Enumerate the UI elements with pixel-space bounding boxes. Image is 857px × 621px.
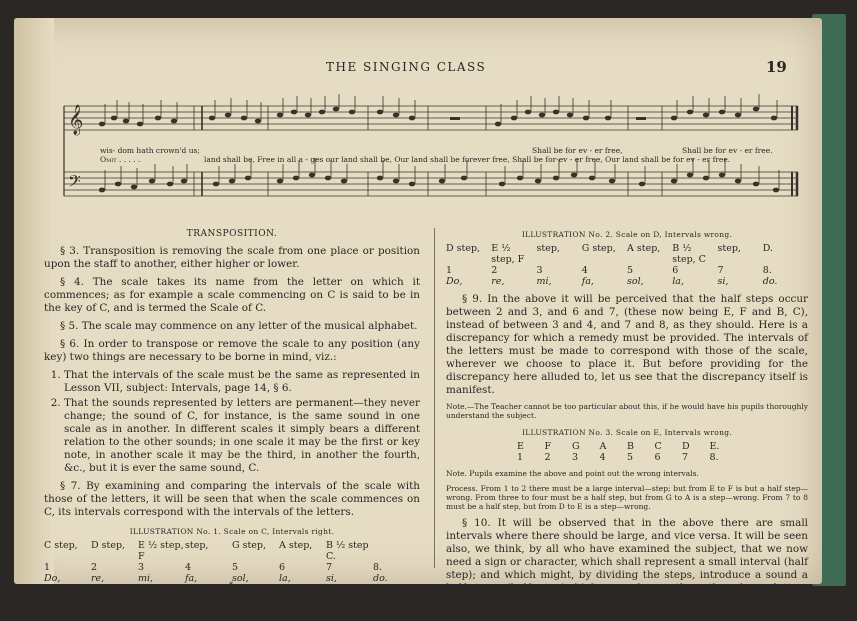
paragraph-4: § 4. The scale takes its name from the letter on which it commences; as for example a scale commencing on C is said to be in the key of C, and is termed the Scale of C. [44,276,420,314]
ill1-letter: G step, [232,540,267,551]
ill1-letter: E ½ step, F [138,540,184,562]
ill2-number: 2 [491,265,498,276]
illustration-2-title: ILLUSTRATION No. 2. Scale on D, Intervals wrong. [521,230,733,239]
page-number: 19 [766,58,787,76]
ill1-syllable: fa, [185,573,198,584]
ill2-letter: D. [762,243,774,254]
ill2-syllable: re, [491,276,505,287]
lyric-line-1b: Shall be for ev - er free, [532,146,623,155]
ill1-syllable: Do, [44,573,61,584]
ill2-number: 6 [672,265,679,276]
lyric-line-1c: Shall be for ev - er free. [682,146,773,155]
ill2-number: 5 [627,265,634,276]
ill1-letter: C step, [44,540,78,551]
ill2-syllable: Do, [446,276,463,287]
ill1-syllable: do. [373,573,388,584]
running-head: THE SINGING CLASS [326,60,487,74]
paragraph-7: § 7. By examining and comparing the intervals of the scale with those of the letters, it will be seen that when the scale commences on C, its intervals correspond with the intervals of the letters. [44,480,420,518]
ill1-letter: B ½ step C. [326,540,369,562]
svg-text:𝄢: 𝄢 [68,171,81,195]
ill2-syllable: la, [672,276,684,287]
ill1-syllable: re, [91,573,105,584]
ill2-letter: step, [717,243,741,254]
illustration-1-table [44,540,420,584]
illustration-3-table [517,441,737,463]
ill2-syllable: mi, [536,276,552,287]
paragraph-6: § 6. In order to transpose or remove the scale to any position (any key) two things are necessary to be borne in mind, viz.: [44,338,420,363]
ill1-number: 2 [91,562,98,573]
ill3-number: 5 [627,452,634,463]
svg-text:𝄞: 𝄞 [68,105,84,135]
ill1-letter: A step, [279,540,313,551]
ill1-number: 1 [44,562,51,573]
ill3-letter: G [572,441,580,452]
ill3-number: 6 [654,452,661,463]
ill3-number: 8. [709,452,719,463]
ill2-letter: G step, [581,243,616,254]
ill2-syllable: sol, [627,276,644,287]
rules-list [44,369,420,475]
footer-mark: * [229,581,233,590]
ill1-number: 4 [185,562,192,573]
lyric-line-1: wis- dom hath crown'd us; [100,146,200,155]
rule-2: 2. That the sounds represented by letters are permanent—they never change; the sound of C, for instance, is the same sound in one scale as in another. In different scales it simply bears a different relation to the other sounds; in one scale it may be the first or key note, in another scale it may be the third, in another the fourth, &c., but it is ever the same sound, C. [64,397,420,475]
ill2-letter: A step, [627,243,661,254]
process-note: Process. From 1 to 2 there must be a large interval—step; but from E to F is but a half step—wrong. From three to four must be a half step, but from G to A is a step—wrong. From 7 to 8 must be a half step, but from D to E is a step—wrong. [446,484,808,511]
left-column [44,228,420,621]
ill3-number: 4 [599,452,606,463]
ill1-number: 8. [373,562,383,573]
ill2-letter: D step, [446,243,481,254]
music-score [62,88,802,220]
ill3-letter: A [599,441,607,452]
paragraph-3: § 3. Transposition is removing the scale from one place or position upon the staff to another, either higher or lower. [44,245,420,270]
ill2-number: 3 [536,265,543,276]
paragraph-8: § 8. If the scale commences on any other letter than C, these intervals will not agree. [44,590,420,615]
paragraph-9: § 9. In the above it will be perceived that the half steps occur between 2 and 3, and 6 and 7, (these now being E, F and B, C), instead of between 3 and 4, and 7 and 8, as they should. Here is a discrepancy for which a remedy must be provided. The intervals of the letters must be made to correspond with those of the scale, wherever we choose to place it. But before providing for the discrepancy here alluded to, let us see that the discrepancy itself is manifest. [446,293,808,396]
ill1-number: 7 [326,562,333,573]
ill2-syllable: si, [717,276,729,287]
ill1-letter [373,540,420,562]
ill2-number: 1 [446,265,453,276]
ill3-letter: B [627,441,634,452]
ill1-number: 5 [232,562,239,573]
lyric-omit: Omit . . . . . [100,155,141,164]
ill3-letter: E. [709,441,720,452]
ill3-number: 7 [682,452,689,463]
illustration-2-table [446,243,808,287]
ill3-letter: F [544,441,552,452]
ill2-syllable: do. [762,276,778,287]
teacher-note: Note.—The Teacher cannot be too particular about this, if he would have his pupils thoroughly understand the subject. [446,402,808,420]
illustration-1-title: ILLUSTRATION No. 1. Scale on C, Intervals right. [129,527,335,536]
right-column [446,228,808,613]
paragraph-10: § 10. It will be observed that in the above there are small intervals where there should be large, and vice versa. It will be seen also, we think, by all who have examined the subject, that we now need a sign or character, which shall represent a small interval (half step); and which might, by dividing the steps, introduce a sound a half tone (half step) higher or lower than the above letters represent. This necessity is met by the [446,517,808,607]
pupils-note: Note. Pupils examine the above and point out the wrong intervals. [446,469,699,478]
column-divider [434,228,435,568]
ill3-letter: C [654,441,662,452]
ill1-letter: D step, [91,540,126,551]
ill1-number: 3 [138,562,145,573]
ill2-number: 8. [762,265,772,276]
ill1-syllable: si, [326,573,337,584]
ill3-number: 2 [544,452,551,463]
ill2-number: 4 [581,265,588,276]
ill2-letter: B ½ step, C [672,243,706,265]
ill2-letter: step, [536,243,560,254]
ill1-syllable: la, [279,573,291,584]
ill2-letter: E ½ step, F [491,243,525,265]
ill3-number: 3 [572,452,579,463]
paragraph-5: § 5. The scale may commence on any letter of the musical alphabet. [60,320,418,332]
ill2-syllable: fa, [581,276,594,287]
ill2-number: 7 [717,265,724,276]
ill1-syllable: sol, [232,573,249,584]
ill3-letter: D [682,441,690,452]
section-title: TRANSPOSITION. [186,229,278,239]
ill3-number: 1 [517,452,524,463]
lyric-line-2: land shall be, Free in all a - ges our land shall be, Our land shall be forever free, Shall be for-ev - er free, Our land shall be for ev - er free. [204,155,731,164]
illustration-3-title: ILLUSTRATION No. 3. Scale on E, Intervals wrong. [521,428,733,437]
ill1-syllable: mi, [138,573,154,584]
page-header [14,60,822,82]
ill1-number: 6 [279,562,286,573]
rule-1: 1. That the intervals of the scale must be the same as represented in Lesson VII, subject: Intervals, page 14, § 6. [64,369,420,395]
page [14,18,822,615]
ill1-letter: step, [185,540,209,551]
ill3-letter: E [517,441,524,452]
